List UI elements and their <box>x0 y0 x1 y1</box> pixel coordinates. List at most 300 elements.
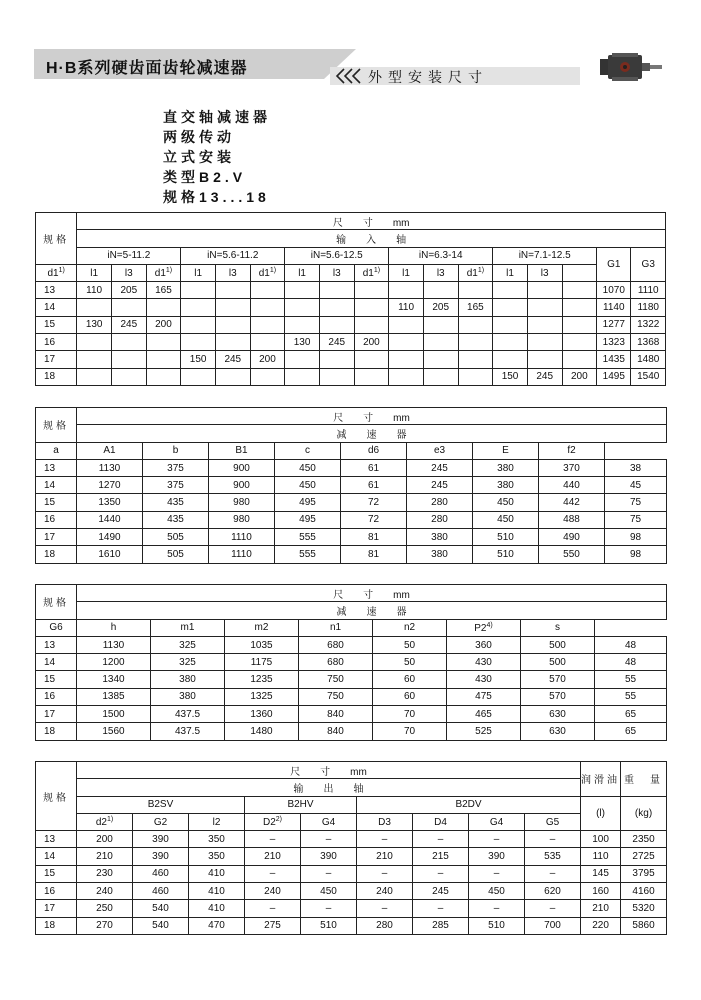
spec-cell: 16 <box>36 334 77 351</box>
column-header <box>225 619 299 636</box>
dimension-cell: 980 <box>209 511 275 528</box>
dimension-cell: 98 <box>605 546 667 563</box>
dimension-cell: 410 <box>189 900 245 917</box>
column-header <box>36 619 77 636</box>
g1-cell: 1435 <box>597 351 631 368</box>
dimension-cell <box>77 299 112 316</box>
dimension-cell: 450 <box>275 459 341 476</box>
dimension-cell: 440 <box>539 477 605 494</box>
dimension-cell <box>146 334 181 351</box>
dimension-cell: 72 <box>341 494 407 511</box>
D2-note: 2) <box>275 816 283 824</box>
dimension-cell: 540 <box>133 917 189 934</box>
dimension-cell: 60 <box>373 671 447 688</box>
dimension-cell: 435 <box>143 494 209 511</box>
g3-cell: 1368 <box>631 334 666 351</box>
g3-cell: 1180 <box>631 299 666 316</box>
dimension-cell: 350 <box>189 848 245 865</box>
column-header-text: d2 <box>95 817 107 829</box>
ratio-group-header: iN=7.1-12.5 <box>493 247 597 264</box>
dimension-cell <box>250 334 285 351</box>
dimension-cell: 245 <box>527 368 562 385</box>
l1-header: l1 <box>493 264 528 281</box>
dimension-cell: 450 <box>301 883 357 900</box>
d1-note: 1) <box>58 267 65 275</box>
dimension-cell: 430 <box>447 671 521 688</box>
dimension-cell: 150 <box>493 368 528 385</box>
dimension-cell: 1490 <box>77 529 143 546</box>
dimension-cell: 110 <box>581 848 621 865</box>
dimension-cell <box>423 351 458 368</box>
dimension-cell: 900 <box>209 477 275 494</box>
table-row <box>36 883 667 900</box>
table-row <box>36 351 666 368</box>
dimension-cell: 465 <box>447 706 521 723</box>
description-block <box>163 107 271 207</box>
ratio-group-header: iN=5.6-11.2 <box>181 247 285 264</box>
dimension-cell: – <box>469 831 525 848</box>
dimension-cell <box>423 334 458 351</box>
dimension-cell: 240 <box>77 883 133 900</box>
dimension-cell: 45 <box>605 477 667 494</box>
dimension-cell: 380 <box>151 671 225 688</box>
dimension-cell: 1130 <box>77 459 143 476</box>
dimension-cell <box>562 334 597 351</box>
dimension-cell <box>423 316 458 333</box>
page-subtitle: 外型安装尺寸 <box>368 69 488 85</box>
d1-text: d1 <box>47 268 59 280</box>
column-header <box>413 813 469 830</box>
d1-header <box>250 264 285 281</box>
dimension-cell: 270 <box>77 917 133 934</box>
dimension-cell: – <box>357 865 413 882</box>
dimension-cell: 210 <box>77 848 133 865</box>
column-header-text: G4 <box>321 816 336 828</box>
dimension-cell: 570 <box>521 671 595 688</box>
column-header: d6 <box>341 442 407 459</box>
spec-cell: 17 <box>36 900 77 917</box>
dimension-cell <box>423 282 458 299</box>
column-header-text: n2 <box>403 622 416 634</box>
dimension-cell: 390 <box>301 848 357 865</box>
dimension-cell: 130 <box>77 316 112 333</box>
dimension-cell: 510 <box>301 917 357 934</box>
dimension-cell: 1610 <box>77 546 143 563</box>
dimension-cell: – <box>469 900 525 917</box>
dimension-cell <box>215 368 250 385</box>
table-row <box>36 459 667 476</box>
g3-cell: 1480 <box>631 351 666 368</box>
dimension-cell <box>493 299 528 316</box>
dimension-cell: 460 <box>133 865 189 882</box>
dimension-cell: 200 <box>250 351 285 368</box>
spec-cell: 15 <box>36 671 77 688</box>
d1-header <box>458 264 493 281</box>
dimension-cell <box>146 351 181 368</box>
dimension-cell: 81 <box>341 546 407 563</box>
dimension-cell: 1035 <box>225 636 299 653</box>
dimension-cell: 165 <box>458 299 493 316</box>
l3-header: l3 <box>319 264 354 281</box>
dimension-cell: 390 <box>133 848 189 865</box>
dimension-cell: 1130 <box>77 636 151 653</box>
dimension-cell: 490 <box>539 529 605 546</box>
dimension-cell <box>111 299 146 316</box>
table-row <box>36 282 666 299</box>
dimension-cell: 3795 <box>621 865 667 882</box>
dimension-cell: 535 <box>525 848 581 865</box>
column-header: A1 <box>77 442 143 459</box>
dimension-cell: 380 <box>473 477 539 494</box>
table-row <box>36 671 667 688</box>
dimension-cell: 1440 <box>77 511 143 528</box>
dimension-cell <box>562 282 597 299</box>
dimension-cell: 70 <box>373 706 447 723</box>
dimension-cell <box>146 368 181 385</box>
g1-label: G1 <box>607 258 621 270</box>
dimension-cell: 750 <box>299 688 373 705</box>
column-header <box>151 619 225 636</box>
dimension-cell: – <box>245 865 301 882</box>
table-row <box>36 368 666 385</box>
table-row <box>36 654 667 671</box>
dimension-cell <box>215 334 250 351</box>
d1-note: 1) <box>165 267 173 275</box>
dimension-cell: 555 <box>275 546 341 563</box>
dimension-header: 尺 寸 mm <box>77 762 581 779</box>
column-header-text: m2 <box>254 622 269 634</box>
dimension-cell: 680 <box>299 654 373 671</box>
dimension-cell: 280 <box>407 511 473 528</box>
column-header <box>189 813 245 830</box>
dimension-header: 尺 寸 mm <box>77 585 667 602</box>
dimension-cell: 2350 <box>621 831 667 848</box>
dimension-cell: 410 <box>189 883 245 900</box>
dimension-cell <box>389 282 424 299</box>
dimension-cell: 55 <box>595 671 667 688</box>
column-header-text: D3 <box>378 816 391 828</box>
spec-cell: 16 <box>36 511 77 528</box>
oil-header: 润滑油 <box>581 762 621 797</box>
spec-header: 规格 <box>36 213 77 265</box>
g3-header <box>631 247 666 282</box>
dimension-cell: 145 <box>581 865 621 882</box>
dimension-cell <box>562 351 597 368</box>
table-row <box>36 917 667 934</box>
spec-cell: 13 <box>36 459 77 476</box>
dimension-cell: 50 <box>373 636 447 653</box>
dimension-cell: 630 <box>521 723 595 740</box>
dimension-cell <box>493 351 528 368</box>
l3-header: l3 <box>215 264 250 281</box>
dimension-cell: 505 <box>143 529 209 546</box>
dimension-cell <box>527 282 562 299</box>
dimension-cell <box>389 316 424 333</box>
dimension-cell: 370 <box>539 459 605 476</box>
section-header: 输 入 轴 <box>77 230 666 247</box>
dimension-cell: 980 <box>209 494 275 511</box>
dimension-cell: 1360 <box>225 706 299 723</box>
group-header-b2sv: B2SV <box>77 796 245 813</box>
dimension-cell: 375 <box>143 477 209 494</box>
table-row <box>36 831 667 848</box>
dimension-cell <box>319 351 354 368</box>
description-line: 规格13...18 <box>163 189 270 205</box>
dimension-cell: 437.5 <box>151 706 225 723</box>
gear-reducer-icon <box>598 51 664 83</box>
dimension-cell <box>354 282 389 299</box>
spec-cell: 13 <box>36 282 77 299</box>
dimension-cell: 680 <box>299 636 373 653</box>
group-header-b2dv: B2DV <box>357 796 581 813</box>
column-header: a <box>36 442 77 459</box>
dimension-cell <box>527 299 562 316</box>
table-row <box>36 706 667 723</box>
dimension-cell <box>181 368 216 385</box>
dimension-cell: 505 <box>143 546 209 563</box>
column-header <box>373 619 447 636</box>
column-header-text: s <box>555 622 560 634</box>
dimension-cell <box>423 368 458 385</box>
dimension-cell: 1340 <box>77 671 151 688</box>
l1-header: l1 <box>389 264 424 281</box>
dimension-cell <box>215 282 250 299</box>
dimension-cell: 450 <box>473 494 539 511</box>
table-row <box>36 900 667 917</box>
dimension-cell: 200 <box>146 316 181 333</box>
dimension-cell <box>285 282 320 299</box>
d1-note: 1) <box>269 267 277 275</box>
dimension-cell <box>493 334 528 351</box>
dimension-cell <box>250 299 285 316</box>
dimension-cell <box>562 299 597 316</box>
dimension-cell: 75 <box>605 511 667 528</box>
table-row <box>36 477 667 494</box>
g1-cell: 1495 <box>597 368 631 385</box>
dimension-cell <box>527 334 562 351</box>
dimension-cell <box>493 282 528 299</box>
column-header <box>521 619 595 636</box>
dimension-cell: – <box>525 865 581 882</box>
page-title: H·B系列硬齿面齿轮减速器 <box>46 60 248 77</box>
dimension-cell <box>319 299 354 316</box>
dimension-cell: 380 <box>473 459 539 476</box>
dimension-cell <box>181 299 216 316</box>
dimension-cell: 390 <box>469 848 525 865</box>
dimension-cell: 325 <box>151 654 225 671</box>
l1-header: l1 <box>77 264 112 281</box>
dimension-cell <box>285 368 320 385</box>
dimension-cell: 390 <box>133 831 189 848</box>
dimension-cell <box>77 368 112 385</box>
description-line: 立式安装 <box>163 149 235 165</box>
l3-header: l3 <box>527 264 562 281</box>
d1-header <box>354 264 389 281</box>
dimension-cell <box>493 316 528 333</box>
dimension-cell: 570 <box>521 688 595 705</box>
column-header-text: D2 <box>262 817 276 829</box>
spec-header: 规格 <box>36 585 77 620</box>
dimension-cell: 165 <box>146 282 181 299</box>
column-header <box>525 813 581 830</box>
dimension-cell: 55 <box>595 688 667 705</box>
column-header: c <box>275 442 341 459</box>
dimension-cell: 230 <box>77 865 133 882</box>
spec-cell: 15 <box>36 316 77 333</box>
dimension-cell: – <box>413 900 469 917</box>
dimension-cell: 65 <box>595 706 667 723</box>
dimension-cell: 375 <box>143 459 209 476</box>
column-header-text: n1 <box>329 622 342 634</box>
dimension-cell <box>458 334 493 351</box>
column-header-text: G6 <box>49 622 63 634</box>
dimension-cell: 65 <box>595 723 667 740</box>
dimension-cell: – <box>469 865 525 882</box>
reducer-dimensions-table-2 <box>35 584 667 741</box>
dimension-cell: 5860 <box>621 917 667 934</box>
weight-header: 重 量 <box>621 762 667 797</box>
dimension-cell: 435 <box>143 511 209 528</box>
d1-text: d1 <box>466 268 478 280</box>
dimension-header: 尺 寸 mm <box>77 213 666 230</box>
p2-note: 4) <box>486 621 493 629</box>
dimension-cell <box>458 351 493 368</box>
dimension-cell: 1385 <box>77 688 151 705</box>
oil-unit: (l) <box>581 796 621 831</box>
g3-cell: 1110 <box>631 282 666 299</box>
dimension-cell <box>354 351 389 368</box>
dimension-cell: 245 <box>319 334 354 351</box>
table-row <box>36 848 667 865</box>
column-header <box>357 813 413 830</box>
table-row <box>36 529 667 546</box>
description-line: 直交轴减速器 <box>163 109 271 125</box>
g1-cell: 1140 <box>597 299 631 316</box>
dimension-cell: 442 <box>539 494 605 511</box>
dimension-cell <box>354 316 389 333</box>
reducer-dimensions-table <box>35 407 667 564</box>
dimension-cell: 1110 <box>209 546 275 563</box>
column-header-text: P2 <box>474 622 487 634</box>
ratio-group-header: iN=5.6-12.5 <box>285 247 389 264</box>
d2-note: 1) <box>106 816 114 824</box>
chevron-arrows-icon <box>334 66 368 86</box>
dimension-cell: – <box>245 831 301 848</box>
dimension-cell: 500 <box>521 636 595 653</box>
dimension-cell: 470 <box>189 917 245 934</box>
input-shaft-table <box>35 212 666 386</box>
dimension-cell <box>285 299 320 316</box>
column-header-text: G4 <box>489 816 504 828</box>
dimension-cell <box>458 282 493 299</box>
column-header-text: G2 <box>153 816 168 828</box>
description-line: 两级传动 <box>163 129 235 145</box>
column-header <box>447 619 521 636</box>
weight-unit: (kg) <box>621 796 667 831</box>
dimension-cell: 81 <box>341 529 407 546</box>
dimension-cell: 70 <box>373 723 447 740</box>
spec-cell: 13 <box>36 831 77 848</box>
dimension-cell: 360 <box>447 636 521 653</box>
dimension-cell: 380 <box>407 546 473 563</box>
spec-cell: 14 <box>36 299 77 316</box>
dimension-header: 尺 寸 mm <box>77 408 667 425</box>
table-row <box>36 299 666 316</box>
g3-cell: 1322 <box>631 316 666 333</box>
spec-cell: 16 <box>36 883 77 900</box>
spec-cell: 18 <box>36 368 77 385</box>
dimension-cell: 245 <box>407 477 473 494</box>
dimension-cell: 110 <box>389 299 424 316</box>
g1-cell: 1323 <box>597 334 631 351</box>
dimension-cell: 900 <box>209 459 275 476</box>
dimension-cell: 630 <box>521 706 595 723</box>
dimension-cell: 1200 <box>77 654 151 671</box>
dimension-cell: – <box>301 865 357 882</box>
dimension-cell: 5320 <box>621 900 667 917</box>
dimension-cell: 210 <box>245 848 301 865</box>
dimension-cell: 48 <box>595 654 667 671</box>
dimension-cell: 72 <box>341 511 407 528</box>
dimension-cell: 240 <box>245 883 301 900</box>
dimension-cell: 450 <box>469 883 525 900</box>
spec-cell: 18 <box>36 723 77 740</box>
l3-header: l3 <box>423 264 458 281</box>
column-header: b <box>143 442 209 459</box>
spec-cell: 18 <box>36 546 77 563</box>
dimension-cell: 510 <box>473 529 539 546</box>
dimension-cell <box>319 316 354 333</box>
dimension-cell <box>77 351 112 368</box>
column-header: e3 <box>407 442 473 459</box>
spec-header: 规格 <box>36 408 77 443</box>
column-header: B1 <box>209 442 275 459</box>
dimension-cell: 205 <box>423 299 458 316</box>
dimension-cell: 380 <box>407 529 473 546</box>
d1-note: 1) <box>373 267 381 275</box>
dimension-cell: 510 <box>469 917 525 934</box>
dimension-cell: 525 <box>447 723 521 740</box>
spec-cell: 15 <box>36 865 77 882</box>
dimension-cell: 437.5 <box>151 723 225 740</box>
column-header <box>301 813 357 830</box>
dimension-cell: 555 <box>275 529 341 546</box>
dimension-cell: 450 <box>275 477 341 494</box>
dimension-cell <box>458 316 493 333</box>
dimension-cell <box>285 351 320 368</box>
dimension-cell: 50 <box>373 654 447 671</box>
g1-cell: 1277 <box>597 316 631 333</box>
table-row <box>36 316 666 333</box>
table-row <box>36 688 667 705</box>
spec-cell: 15 <box>36 494 77 511</box>
d1-note: 1) <box>477 267 485 275</box>
dimension-cell: 130 <box>285 334 320 351</box>
dimension-cell: 38 <box>605 459 667 476</box>
dimension-cell: 460 <box>133 883 189 900</box>
dimension-cell: – <box>525 831 581 848</box>
dimension-cell: 1235 <box>225 671 299 688</box>
column-header-text: G5 <box>545 816 560 828</box>
dimension-cell <box>111 351 146 368</box>
ratio-group-header: iN=5-11.2 <box>77 247 181 264</box>
dimension-cell: 500 <box>521 654 595 671</box>
dimension-cell <box>458 368 493 385</box>
table-row <box>36 636 667 653</box>
dimension-cell <box>111 368 146 385</box>
spec-cell: 13 <box>36 636 77 653</box>
dimension-cell: 840 <box>299 723 373 740</box>
